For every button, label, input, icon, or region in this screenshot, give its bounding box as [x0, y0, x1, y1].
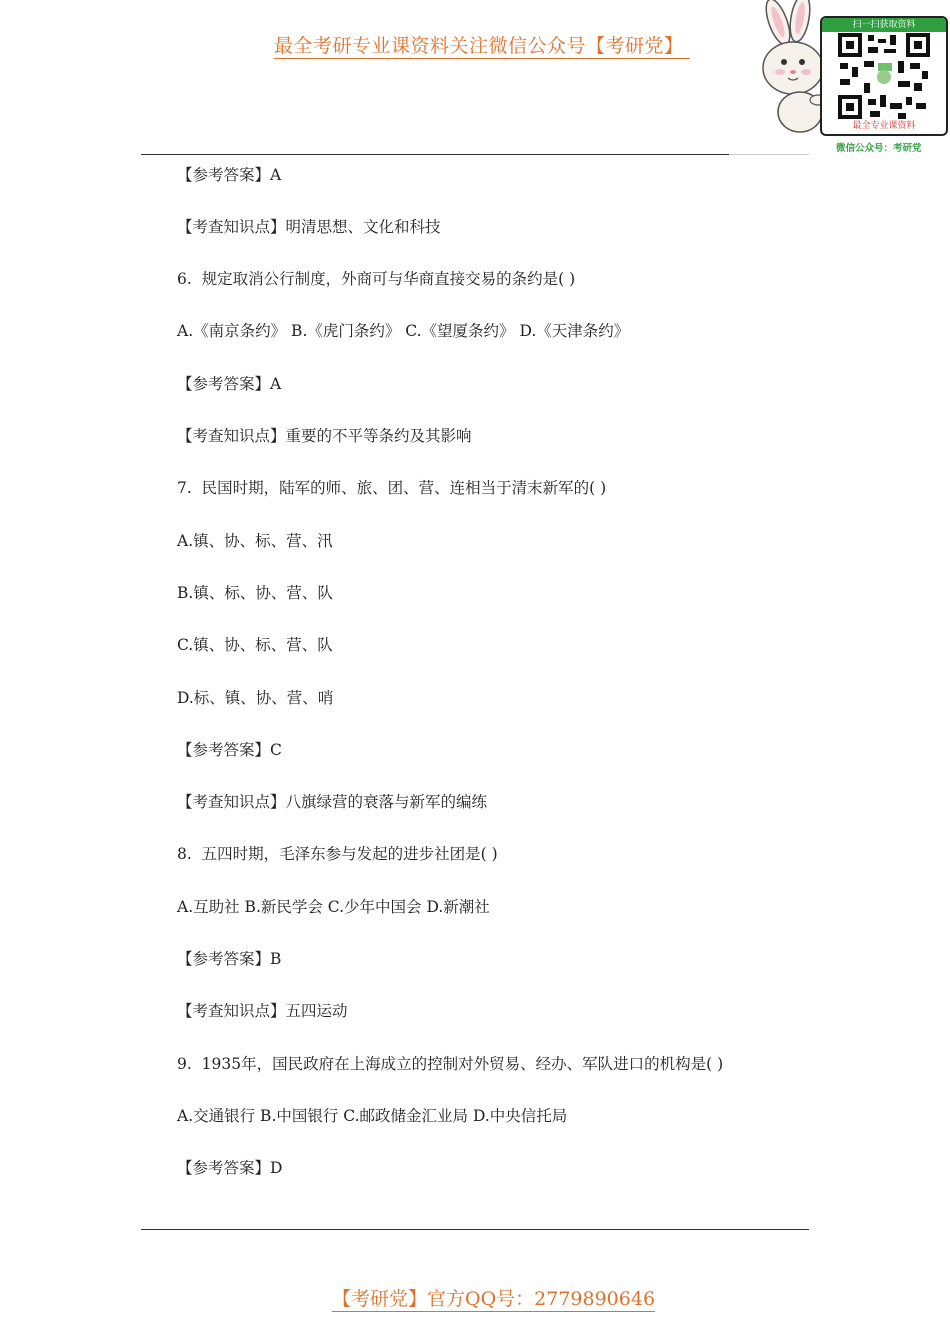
question-8-options: A.互助社 B.新民学会 C.少年中国会 D.新潮社	[177, 898, 490, 916]
question-8: 8. 五四时期，毛泽东参与发起的进步社团是( )	[177, 845, 498, 863]
answer-line: 【参考答案】A	[177, 375, 282, 393]
question-9: 9. 1935年，国民政府在上海成立的控制对外贸易、经办、军队进口的机构是( )	[177, 1055, 724, 1073]
footer-qq-link[interactable]: 【考研党】官方QQ号：2779890646	[332, 1288, 656, 1310]
promo-banner	[738, 0, 950, 160]
answer-line: 【参考答案】B	[177, 950, 282, 968]
question-7-option-a: A.镇、协、标、营、汛	[177, 532, 333, 550]
answer-line: 【参考答案】C	[177, 741, 282, 759]
knowledge-point-line: 【考查知识点】明清思想、文化和科技	[177, 218, 441, 236]
qr-code-icon	[838, 33, 930, 119]
knowledge-point-line: 【考查知识点】重要的不平等条约及其影响	[177, 427, 472, 445]
question-7-option-b: B.镇、标、协、营、队	[177, 584, 333, 602]
answer-line: 【参考答案】A	[177, 166, 282, 184]
question-7: 7. 民国时期，陆军的师、旅、团、营、连相当于清末新军的( )	[177, 479, 607, 497]
header-divider	[141, 154, 729, 155]
knowledge-point-line: 【考查知识点】五四运动	[177, 1002, 348, 1020]
question-9-options: A.交通银行 B.中国银行 C.邮政储金汇业局 D.中央信托局	[177, 1107, 568, 1125]
question-7-option-c: C.镇、协、标、营、队	[177, 636, 333, 654]
qr-bottom-label: 最全专业课资料	[852, 121, 916, 131]
question-6-options: A.《南京条约》 B.《虎门条约》 C.《望厦条约》 D.《天津条约》	[177, 322, 630, 340]
qr-caption: 微信公众号：考研党	[836, 143, 922, 154]
header-title: 最全考研专业课资料关注微信公众号【考研党】	[274, 34, 690, 59]
qr-code-card	[820, 16, 948, 136]
qr-scan-label: 扫一扫获取资料	[822, 18, 946, 32]
question-6: 6. 规定取消公行制度，外商可与华商直接交易的条约是( )	[177, 270, 576, 288]
footer-divider	[141, 1229, 809, 1230]
answer-line: 【参考答案】D	[177, 1159, 283, 1177]
header-divider-faint	[729, 154, 809, 155]
question-7-option-d: D.标、镇、协、营、哨	[177, 689, 334, 707]
knowledge-point-line: 【考查知识点】八旗绿营的衰落与新军的编练	[177, 793, 488, 811]
